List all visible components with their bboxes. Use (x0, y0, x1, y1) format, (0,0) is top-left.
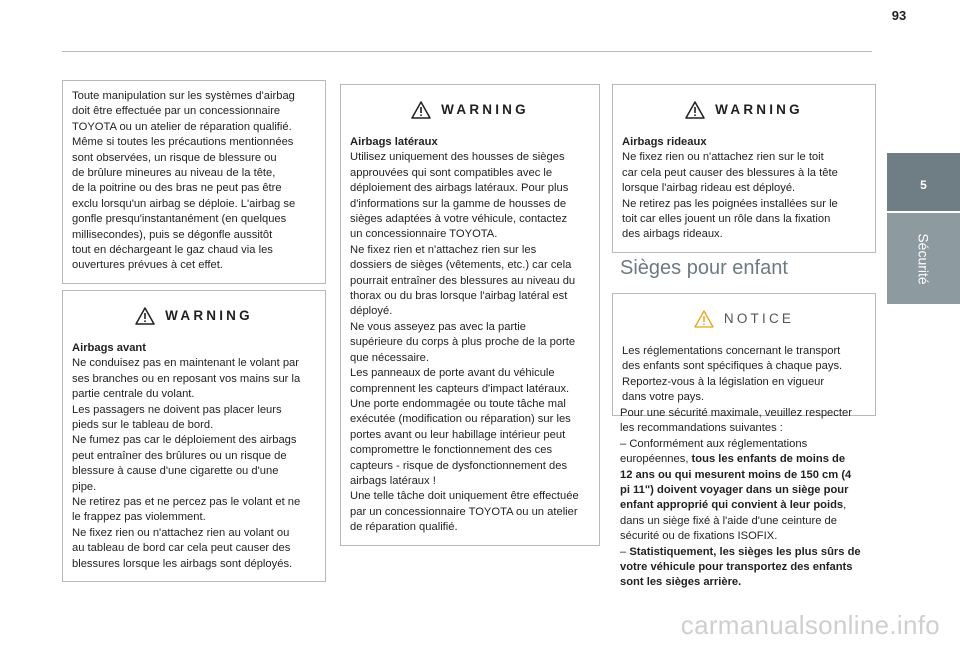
body-text-run: Pour une sécurité maximale, veuillez respecter les recommandations suivantes : – Conformément aux réglementations européennes, (620, 407, 852, 466)
warning-triangle-icon (411, 101, 431, 119)
warning-label: WARNING (441, 102, 529, 118)
warning-box-front-airbags (62, 290, 326, 582)
warning-text: Ne fixez rien ou n'attachez rien sur le toit car cela peut causer des blessures à la tête lorsque l'airbag rideau est déployé. Ne retirez pas les poignées installées sur le toit car elles jouent un rôle dans la fixation des airbags rideaux. (622, 151, 838, 241)
warning-subtitle: Airbags rideaux (622, 136, 707, 148)
chapter-number: 5 (920, 178, 927, 192)
warning-subtitle: Airbags avant (72, 342, 146, 354)
warning-text: Ne conduisez pas en maintenant le volant par ses branches ou en reposant vos mains sur la partie centrale du volant. Les passagers ne doivent pas placer leurs pieds sur le tableau de bord. Ne fumez pas car le déploiement des airbags peut entraîner des brûlures ou un risque de blessure à cause d'une cigarette ou d'une pipe. Ne retirez pas et ne percez pas le volant et ne le frappez pas violemment. Ne fixez rien ou n'attachez rien au volant ou au tableau de bord car cela peut causer des blessures lorsque les airbags sont déployés. (72, 357, 301, 570)
warning-header (622, 97, 866, 123)
airbag-intro-text: Toute manipulation sur les systèmes d'airbag doit être effectuée par un concessionnaire TOYOTA ou un atelier de réparation qualifié. Même si toutes les précautions mentionnées sont observées, un risque de blessure ou de brûlure mineures au niveau de la tête, de la poitrine ou des bras ne peut pas être exclu lorsqu'un airbag se déploie. L'airbag se gonfle presqu'instantanément (en quelques millisecondes), puis se dégonfle aussitôt tout en déchargeant le gaz chaud via les ouvertures prévues à cet effet. (72, 90, 296, 272)
notice-triangle-icon (694, 310, 714, 328)
warning-triangle-icon (135, 307, 155, 325)
airbag-intro-box (62, 80, 326, 284)
notice-header (622, 306, 866, 332)
notice-label: NOTICE (723, 311, 795, 327)
warning-box-curtain-airbags (612, 84, 876, 253)
warning-header (72, 303, 316, 329)
warning-triangle-icon (685, 101, 705, 119)
notice-text: Les réglementations concernant le transport des enfants sont spécifiques à chaque pays. Reportez-vous à la législation en vigueur dans votre pays. (622, 345, 843, 404)
warning-label: WARNING (165, 308, 253, 324)
warning-header (350, 97, 590, 123)
watermark: carmanualsonline.info (680, 610, 940, 640)
notice-box (612, 293, 876, 416)
child-seat-recommendations (620, 406, 882, 591)
body-bold-run: tous les enfants de moins de 12 ans ou qui mesurent moins de 150 cm (4 pi 11") doivent voyager dans un siège pour enfant approprié qui convient à leur poids (620, 453, 852, 512)
warning-box-side-airbags (340, 84, 600, 546)
warning-label: WARNING (715, 102, 803, 118)
warning-subtitle: Airbags latéraux (350, 136, 438, 148)
top-divider (62, 51, 872, 52)
warning-text: Utilisez uniquement des housses de sièges approuvées qui sont compatibles avec le déploiement des airbags latéraux. Pour plus d'informations sur la gamme de housses de sièges adaptées à votre véhicule, contactez un concessionnaire TOYOTA. Ne fixez rien et n'attachez rien sur les dossiers de sièges (vêtements, etc.) car cela pourrait entraîner des blessures au niveau du thorax ou du bras lorsque l'airbag latéral est déployé. Ne vous asseyez pas avec la partie supérieure du corps à plus proche de la porte que nécessaire. Les panneaux de porte avant du véhicule comprennent les capteurs d'impact latéraux. Une porte endommagée ou toute tâche mal exécutée (modification ou réparation) sur les portes avant ou leur habillage intérieur peut compromettre le fonctionnement des ces capteurs - risque de dysfonctionnement des airbags latéraux ! Une telle tâche doit uniquement être effectuée par un concessionnaire TOYOTA ou un atelier de réparation qualifié. (350, 151, 579, 534)
chapter-label-wrap (887, 213, 960, 304)
page-number: 93 (891, 8, 907, 23)
section-title: Sièges pour enfant (620, 257, 788, 279)
chapter-label: Sécurité (915, 232, 932, 285)
body-bold-run: Statistiquement, les sièges les plus sûrs de votre véhicule pour transportez des enfants sont les sièges arrière. (620, 545, 861, 589)
body-text-run: , dans un siège fixé à l'aide d'une ceinture de sécurité ou de fixations ISOFIX. – (620, 499, 847, 558)
